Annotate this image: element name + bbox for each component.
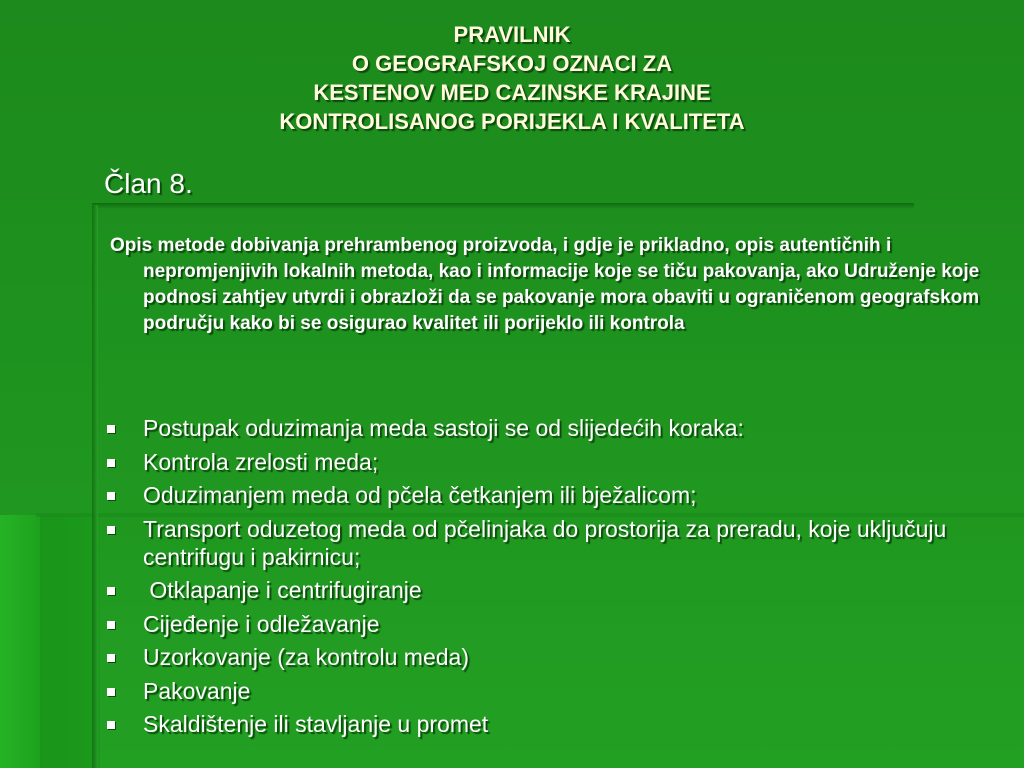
list-item-text: Kontrola zrelosti meda; — [143, 448, 379, 475]
list-item — [104, 481, 1004, 509]
list-item-text: Postupak oduzimanja meda sastoji se od slijedećih koraka: — [143, 415, 744, 441]
background-horizontal-line — [92, 203, 914, 209]
list-item — [104, 515, 1004, 571]
steps-list — [104, 414, 1004, 744]
square-bullet-icon — [107, 425, 115, 433]
square-bullet-icon — [107, 721, 115, 729]
square-bullet-icon — [107, 526, 115, 534]
background-band-middle — [40, 515, 100, 768]
list-item-text: Oduzimanjem meda od pčela četkanjem ili bježalicom; — [143, 482, 697, 508]
title-line-2: O GEOGRAFSKOJ OZNACI ZA — [351, 51, 673, 76]
list-item-text: Pakovanje — [143, 677, 251, 704]
square-bullet-icon — [107, 688, 115, 696]
list-item — [104, 710, 1004, 738]
list-item-text: Otklapanje i centrifugiranje — [143, 577, 422, 603]
square-bullet-icon — [107, 459, 115, 467]
background-vertical-line — [92, 205, 98, 768]
list-item — [104, 610, 1004, 638]
title-line-3: KESTENOV MED CAZINSKE KRAJINE — [313, 80, 711, 105]
list-item — [104, 643, 1004, 671]
square-bullet-icon — [107, 587, 115, 595]
article-heading: Član 8. — [104, 168, 193, 199]
square-bullet-icon — [107, 492, 115, 500]
title-line-1: PRAVILNIK — [453, 22, 571, 47]
list-item — [104, 677, 1004, 705]
title-line-4: KONTROLISANOG PORIJEKLA I KVALITETA — [279, 109, 745, 134]
square-bullet-icon — [107, 654, 115, 662]
list-item-text: Uzorkovanje (za kontrolu meda) — [143, 644, 469, 670]
list-item-text: Skaldištenje ili stavljanje u promet — [143, 711, 489, 737]
list-item-text: Transport oduzetog meda od pčelinjaka do prostorija za preradu, koje uključuju centrifugu i pakirnicu; — [143, 515, 947, 570]
square-bullet-icon — [107, 621, 115, 629]
intro-paragraph: Opis metode dobivanja prehrambenog proizvoda, i gdje je prikladno, opis autentičnih i nepromjenjivih lokalnih metoda, kao i informacije koje se tiču pakovanja, ako Udruženje koje podnosi zahtjev utvrdi i obrazloži da se pakovanje mora obaviti u ograničenom geografskom području kako bi se osigurao kvalitet ili porijeklo ili kontrola — [110, 235, 980, 334]
list-item — [104, 576, 1004, 604]
list-item-text: Cijeđenje i odležavanje — [143, 610, 380, 637]
list-item — [104, 448, 1004, 476]
slide-title — [0, 20, 1024, 136]
list-item — [104, 414, 1004, 442]
background-band-left — [0, 515, 40, 768]
